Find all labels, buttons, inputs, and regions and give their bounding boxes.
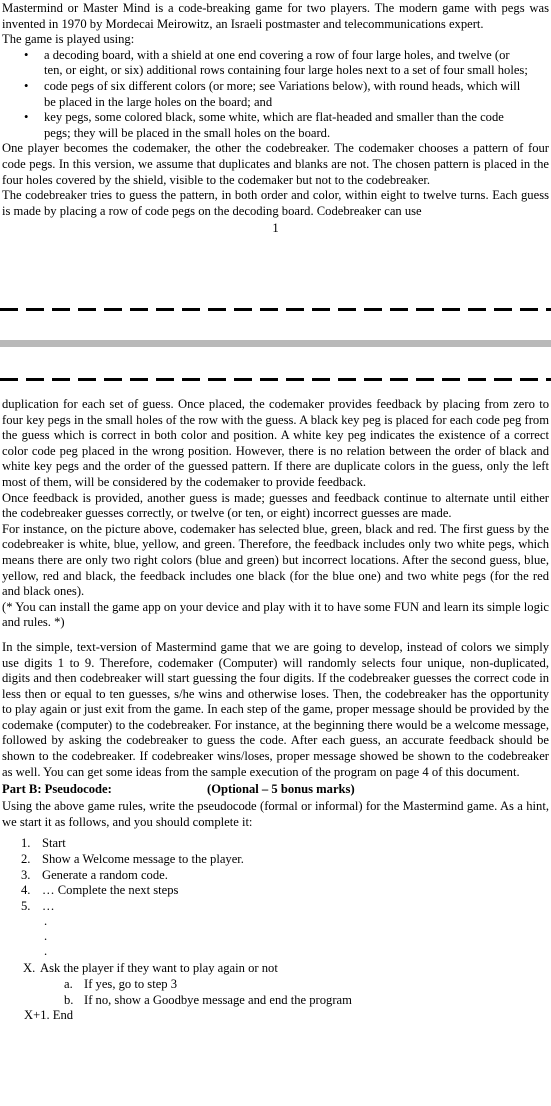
text-version-paragraph: In the simple, text-version of Mastermind game that we are going to develop, instead of colors we simply use digits 1 to 9. Therefore, codemaker (Computer) will randomly selects four unique, non-duplicated, digits and then codebreaker will start guessing the four digits. If the codebreaker guesses the correct code in less then or equal to ten guesses, s/he wins and otherwise loses. Then, the codebreaker has the opportunity to play again or just exit from the game. In each step of the game, proper message should be provided by the codemake (computer) to the codebreaker. For instance, at the beginning there would be a welcome message, followed by asking the codebreaker to guess the code. After each guess, an accurate feedback should be shown to the codebreaker. If codebreaker wins/loses, proper message showed be shown to the codebreaker as well. You can get some ideas from the sample execution of the program on page 4 of this document. bbox=[2, 639, 549, 779]
dashed-line bbox=[0, 307, 551, 312]
list-item-text: code pegs of six different colors (or more; see Variations below), with round heads, which will be placed in the large holes on the board; and bbox=[44, 78, 521, 109]
spacer bbox=[2, 631, 549, 640]
played-using-line: The game is played using: bbox=[2, 32, 135, 47]
end-step: X+1. End bbox=[24, 1008, 74, 1023]
step-x bbox=[2, 961, 549, 977]
page-2 bbox=[0, 396, 551, 1106]
bullet-icon: • bbox=[24, 78, 29, 93]
part-b-title: Part B: Pseudocode: bbox=[2, 782, 112, 797]
ellipsis-dots bbox=[2, 914, 549, 959]
step-number: X. bbox=[23, 961, 36, 976]
part-b-intro: Using the above game rules, write the pseudocode (formal or informal) for the Mastermind game. As a hint, we start it as follows, and you should complete it: bbox=[2, 799, 549, 829]
sub-step-b bbox=[2, 993, 549, 1009]
roles-paragraph: One player becomes the codemaker, the other the codebreaker. The codemaker chooses a pattern of four code pegs. In this version, we assume that duplicates and blanks are not. The chosen pattern is placed in the four holes covered by the shield, visible to the codemaker but not to the codebreaker. bbox=[2, 141, 549, 187]
page-break-dashes-bottom bbox=[0, 377, 551, 382]
dot-line: . bbox=[44, 914, 48, 929]
step-text: Ask the player if they want to play again or not bbox=[40, 961, 278, 976]
page-2-content bbox=[0, 396, 551, 1024]
step-text: Start bbox=[42, 836, 66, 851]
step-text: … Complete the next steps bbox=[42, 883, 179, 898]
page-gap-bar bbox=[0, 340, 551, 347]
sub-step-letter: a. bbox=[64, 977, 73, 991]
step-text: Show a Welcome message to the player. bbox=[42, 852, 244, 867]
pseudocode-steps bbox=[2, 836, 549, 914]
list-item-text: a decoding board, with a shield at one end covering a row of four large holes, and twelve (or ten, or eight, or six) additional rows containing four large holes next to a set of four small holes; bbox=[44, 47, 528, 78]
example-paragraph: For instance, on the picture above, codemaker has selected blue, green, black and red. The first guess by the codebreaker is white, blue, yellow, and green. Therefore, the feedback includes only two white pegs, which means there are only two right colors (blue and green) but incorrect locations. After the second guess, blue, yellow, red and black, the feedback includes one black (for the blue one) and two white pegs (for the red and black ones). bbox=[2, 521, 549, 599]
sub-step-text: If no, show a Goodbye message and end the program bbox=[84, 992, 352, 1007]
list-item bbox=[2, 852, 549, 868]
sub-step-text: If yes, go to step 3 bbox=[84, 977, 178, 991]
bullet-icon: • bbox=[24, 110, 29, 125]
bullet-icon: • bbox=[24, 47, 29, 62]
list-item bbox=[2, 79, 549, 110]
equipment-list bbox=[2, 48, 549, 142]
step-text: Generate a random code. bbox=[42, 867, 168, 882]
dashed-line bbox=[0, 377, 551, 382]
dot-line: . bbox=[44, 944, 48, 959]
guessing-paragraph: The codebreaker tries to guess the pattern, in both order and color, within eight to twelve turns. Each guess is made by placing a row of code pegs on the decoding board. Codebreaker can use bbox=[2, 188, 549, 218]
list-item bbox=[2, 868, 549, 884]
step-number: 5. bbox=[21, 898, 31, 913]
intro-paragraph: Mastermind or Master Mind is a code-breaking game for two players. The modern game with pegs was invented in 1970 by Mordecai Meirowitz, an Israeli postmaster and telecommunications expert. bbox=[2, 1, 549, 31]
list-item-text: key pegs, some colored black, some white, which are flat-headed and smaller than the code pegs; they will be placed in the small holes on the board. bbox=[44, 110, 504, 140]
page-1-content bbox=[0, 0, 551, 237]
app-note-paragraph: (* You can install the game app on your device and play with it to have some FUN and learn its simple logic and rules. *) bbox=[2, 599, 549, 630]
step-number: 4. bbox=[21, 883, 31, 898]
page-1 bbox=[0, 0, 551, 296]
list-item bbox=[2, 836, 549, 852]
list-item bbox=[2, 110, 549, 141]
step-number: 1. bbox=[21, 836, 31, 851]
sub-step-a bbox=[2, 977, 549, 993]
sub-step-letter: b. bbox=[64, 992, 74, 1007]
step-number: 2. bbox=[21, 852, 31, 867]
part-b-heading bbox=[2, 782, 549, 799]
part-b-marks: (Optional – 5 bonus marks) bbox=[207, 782, 355, 797]
list-item bbox=[2, 48, 549, 79]
page-number: 1 bbox=[272, 221, 279, 236]
dot-line: . bbox=[44, 929, 48, 944]
step-number: 3. bbox=[21, 867, 31, 882]
page-break-dashes-top bbox=[0, 307, 551, 312]
alternate-paragraph: Once feedback is provided, another guess is made; guesses and feedback continue to alternate until either the codebreaker guesses correctly, or twelve (or ten, or eight) incorrect guesses are made. bbox=[2, 490, 549, 521]
list-item bbox=[2, 899, 549, 915]
step-text: … bbox=[42, 898, 55, 913]
list-item bbox=[2, 883, 549, 899]
feedback-paragraph: duplication for each set of guess. Once placed, the codemaker provides feedback by placing from zero to four key pegs in the small holes of the row with the guess. A black key peg is placed for each code peg from the guess which is correct in both color and position. A white key peg indicates the existence of a correct color code peg placed in the wrong position. However, there is no relation between the order of black and white key pegs and the order of the guessed pattern. If there are duplicate colors in the guess, only the left most of them, will be considered by the codemaker to provide feedback. bbox=[2, 397, 549, 489]
